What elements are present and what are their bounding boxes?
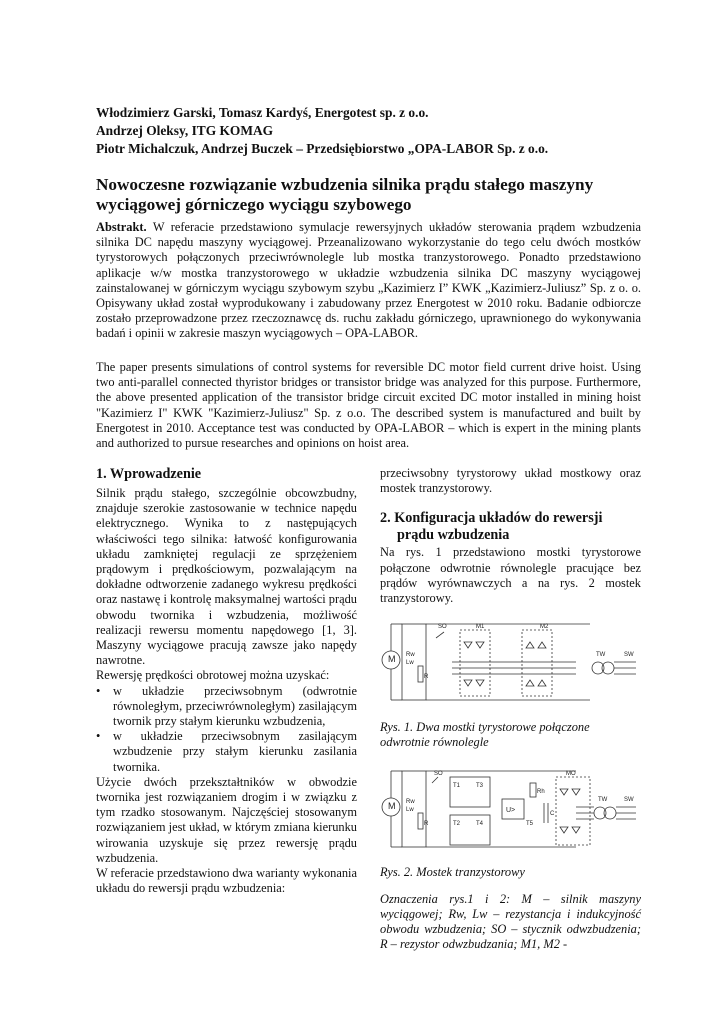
fig2-label: SO — [434, 770, 443, 777]
paragraph: Rewersję prędkości obrotowej można uzyskać: — [96, 668, 330, 683]
paragraph: W referacie przedstawiono dwa warianty wykonania układu do rewersji prądu wzbudzenia: — [96, 866, 357, 896]
list-item — [96, 729, 357, 775]
fig2-transistor-lower-pair — [450, 815, 490, 845]
section-2-heading: 2. Konfiguracja układów do rewersji prądu wzbudzenia — [380, 510, 603, 544]
figure-1-circuit — [380, 618, 641, 714]
paragraph: Na rys. 1 przedstawiono mostki tyrystorowe połączone odwrotnie równolegle pracujące bez prądów wyrównawczych a na rys. 2 mostek tranzystorowy. — [380, 545, 641, 606]
fig2-label: T2 — [453, 820, 461, 827]
bullet-list — [96, 684, 357, 775]
fig2-label: R — [424, 820, 429, 827]
left-column — [96, 466, 357, 896]
polish-abstract — [96, 220, 641, 342]
figure-2-caption: Rys. 2. Mostek tranzystorowy — [380, 864, 525, 879]
fig1-label: R — [424, 674, 429, 681]
fig1-label: TW — [596, 652, 606, 659]
fig2-label: SW — [624, 796, 634, 803]
author-line: Piotr Michalczuk, Andrzej Buczek – Przedsiębiorstwo „OPA-LABOR Sp. z o.o. — [96, 141, 549, 156]
paragraph: Użycie dwóch przekształtników w obwodzie twornika jest rozwiązaniem drogim i w związku z tym rzadko stosowanym. Najczęściej stosowanym rozwiązaniem jest układ, w którym zmiana kierunku wirowania uzyskuje się przez rewersję prądu wzbudzenia. — [96, 774, 357, 865]
fig1-thyristors — [464, 642, 546, 686]
right-column — [380, 466, 641, 953]
fig1-label: M1 — [476, 624, 485, 631]
fig2-so-contact — [432, 777, 438, 783]
fig1-label: Rw — [406, 652, 415, 659]
abstract-text: W referacie przedstawiono symulacje rewersyjnych układów sterowania prądem wzbudzenia silnika DC napędu maszyny wyciągowej. Przeanalizowano wykorzystanie do tego celu dwóch mostków tyrystorowych połączonych przeciwrównolegle lub mostka tranzystorowego. Ponadto przedstawiono aplikacje w/w mostka tranzystorowego w układzie wzbudzenia silnika DC maszyny wyciągowej zainstalowanej w górniczym wyciągu szybowym szybu „Kazimierz I” KWK „Kazimierz-Juliusz” Sp. z o. o. Opisywany układ został wyprodukowany i zabudowany przez Energotest w 2010 roku. Badanie odbiorcze zostało przeprowadzone przez rzeczoznawcę ds. ruchu zakładu górniczego, uprawnionego do wykonywania badań i opinii w zakresie maszyn wyciągowych – OPA-LABOR. — [96, 220, 641, 341]
list-item-text: w układzie przeciwsobnym (odwrotnie równoległym, przeciwrównoległym) zasilającym twornik przy stałym kierunku wzbudzenia, — [113, 683, 357, 729]
fig2-resistor-rh — [530, 783, 536, 797]
fig1-label: SO — [438, 624, 447, 631]
fig2-label: T4 — [476, 820, 484, 827]
author-line: Andrzej Oleksy, ITG KOMAG — [96, 123, 274, 138]
fig1-bridge-m1 — [460, 630, 490, 696]
figure-1-caption: Rys. 1. Dwa mostki tyrystorowe połączone odwrotnie równolegle — [380, 720, 590, 750]
fig2-label: M — [388, 800, 396, 811]
figure-2-circuit — [380, 763, 641, 859]
fig1-label: M — [388, 654, 396, 665]
fig2-label: T3 — [476, 782, 484, 789]
bullet-icon: • — [96, 729, 101, 744]
fig2-label: TW — [598, 796, 608, 803]
fig2-label: T1 — [453, 782, 461, 789]
fig2-label: MO — [566, 770, 576, 777]
fig2-label: Rw — [406, 798, 415, 805]
fig2-transistor-upper-pair — [450, 777, 490, 807]
fig1-label: M2 — [540, 624, 549, 631]
fig1-label: Lw — [406, 660, 414, 667]
paragraph: przeciwsobny tyrystorowy układ mostkowy oraz mostek tranzystorowy. — [380, 466, 641, 496]
author-block — [96, 104, 656, 158]
abstract-label: Abstrakt. — [96, 220, 147, 234]
fig1-resistor — [418, 666, 423, 682]
fig2-label: T5 — [526, 820, 534, 827]
fig2-diodes — [560, 789, 580, 833]
author-line: Włodzimierz Garski, Tomasz Kardyś, Energotest sp. z o.o. — [96, 105, 429, 120]
paper-title: Nowoczesne rozwiązanie wzbudzenia silnika prądu stałego maszyny wyciągowej górniczego wyciągu szybowego — [96, 175, 594, 214]
bullet-icon: • — [96, 683, 101, 698]
fig1-so-contact — [436, 632, 444, 638]
fig2-diode-bridge — [556, 777, 590, 845]
fig2-label: U> — [506, 806, 516, 814]
fig1-label: SW — [624, 652, 634, 659]
list-item-text: w układzie przeciwsobnym zasilającym wzbudzenie przy stałym kierunku zasilania twornika. — [113, 729, 357, 774]
fig2-label: Lw — [406, 806, 414, 813]
section-1-heading: 1. Wprowadzenie — [96, 466, 202, 482]
fig2-label: Rh — [537, 788, 545, 795]
fig2-label: C — [550, 810, 555, 817]
list-item — [96, 684, 357, 730]
fig2-resistor — [418, 813, 423, 829]
english-abstract: The paper presents simulations of control systems for reversible DC motor field current drive hoist. Using two anti-parallel connected thyristor bridges or transistor bridge was analyzed for this purpose. Furthermore, the above presented application of the transistor bridge circuit excited DC motor installed in mining hoist "Kazimierz I" KWK "Kazimierz-Juliusz" Sp. z o.o. The described system is manufactured and built by Energotest in 2010. Acceptance test was conducted by OPA-LABOR – which is expert in the mining plants and authorized to pursue researches and opinions on hoist area. — [96, 360, 641, 451]
paragraph: Silnik prądu stałego, szczególnie obcowzbudny, znajduje szerokie zastosowanie w technice napędu elektrycznego. Wynika to z następujących właściwości tego silnika: łatwość konfigurowania układu zamkniętej regulacji ze sprzężeniem prądowym i prędkościowym, pozwalającym na dokładne odtworzenie zadanego wykresu prędkości oraz nastawę i kontrolę maksymalnej wartości prądu obwodu twornika i wzbudzenia, możliwość realizacji rewersu momentu napędowego [1, 3]. Maszyny wyciągowe pracują zawsze jako napędy nawrotne. — [96, 486, 357, 668]
figure-legend: Oznaczenia rys.1 i 2: M – silnik maszyny wyciągowej; Rw, Lw – rezystancja i indukcyjność obwodu wzbudzenia; SO – stycznik odwzbudzenia; R – rezystor odwzbudzania; M1, M2 - — [380, 891, 641, 952]
